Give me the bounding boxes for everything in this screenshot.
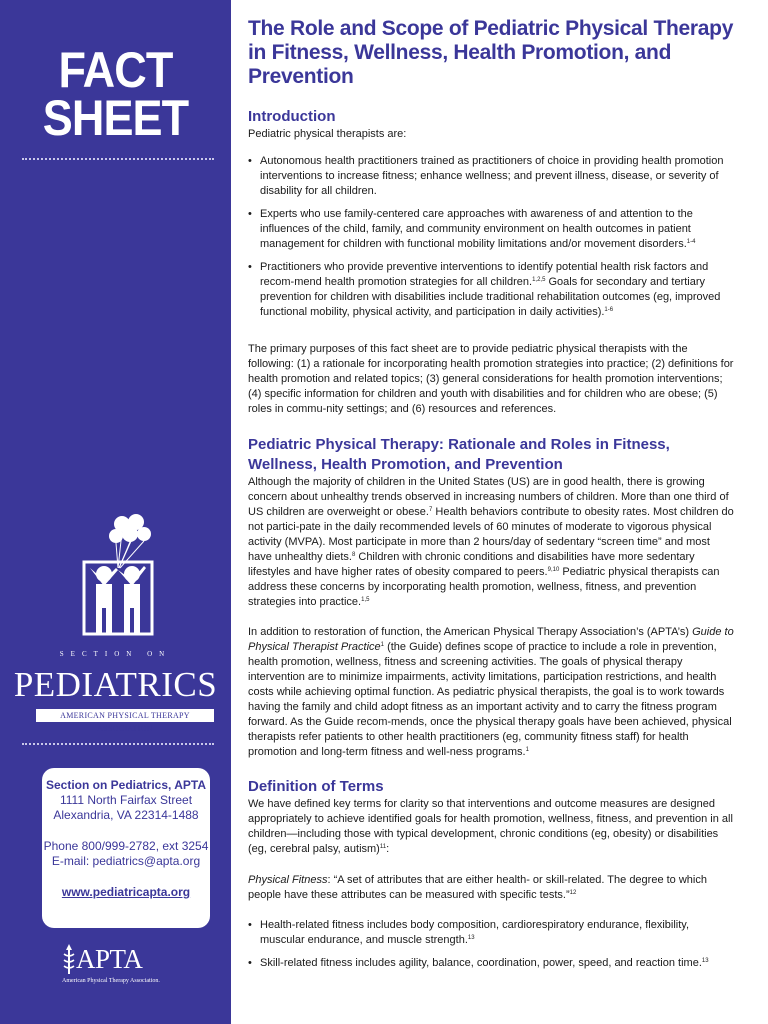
citation: 1,2,5 — [532, 277, 546, 283]
terms-paragraph: We have defined key terms for clarity so that interventions and outcome measures are designed appropriately to achieve identified goals for health promotion, wellness, fitness, and prevention in all children—including those with typical development, chronic conditions (eg, obesity) or disabilities (eg, cerebral palsy, autism)$^{11}$: — [248, 798, 733, 855]
association-banner: AMERICAN PHYSICAL THERAPY ASSOCIATION — [36, 709, 214, 722]
intro-list — [248, 154, 734, 320]
contact-box — [42, 768, 210, 928]
pediatrics-wordmark: PEDIATRICS — [13, 665, 218, 704]
website-link[interactable]: www.pediatricapta.org — [61, 885, 191, 899]
section-on-pediatrics-logo-icon — [70, 510, 162, 648]
fact-sheet-title-line2: SHEET — [42, 90, 189, 146]
main-content — [248, 17, 734, 971]
roles-paragraph-1: Although the majority of children in the United States (US) are in good health, there is growing concern about unhealthy trends observed in increasing numbers of children. More than one third of US children are overweight or obese.$^7$ Health behaviors contribute to obesity rates. Most children do not partici-pate in the daily recommended levels of 60 minutes of moderate to vigorous physical activity (MVPA). Most participate in more than 2 hours/day of sedentary “screen time” and most have unhealthy diets.$^8$ Children with chronic conditions and disabilities have more sedentary lifestyles and have higher rates of obesity compared to peers.$^{9,10}$ Pediatric physical therapists can address these concerns by incorporating health promotion, wellness, fitness, and prevention strategies into practice.$^{1,5}$ — [248, 476, 734, 608]
list-item: • Experts who use family-centered care approaches with awareness of and attention to the influences of the child, family, and community environment on health outcomes in patient management for children with functional mobility limitations and/or movement disorders.$^{1-4}$ — [248, 207, 734, 252]
roles-paragraph-2: In addition to restoration of function, the American Physical Therapy Association’s (APTA’s) Guide to Physical Therapist Practice$^1$ (the Guide) defines scope of practice to include a role in prevention, health promotion, wellness, fitness and screening activities. The goals of physical therapy intervention are to minimize impairments, activity limitations, participation restrictions, and health costs while achieving optimal function. As pediatric physical therapists, the goal is to work towards having the family and child adopt fitness as an important activity and to carry the fitness program forward. As the Guide recom-mends, once the physical therapy goals have been achieved, physical therapists refer patients to other health practitioners (eg, community fitness staff) for health promotion and long-term fitness and well-ness programs.$^1$ — [248, 626, 734, 758]
dotted-divider — [22, 158, 214, 160]
page-title: The Role and Scope of Pediatric Physical Therapy in Fitness, Wellness, Health Promotion, and Prevention — [248, 17, 734, 88]
contact-org: Section on Pediatrics, APTA — [45, 778, 207, 792]
physical-fitness-definition: Physical Fitness: “A set of attributes that are either health- or skill-related. The degree to which people have these attributes can be measured with specific tests.”$^{12}$ — [248, 874, 707, 901]
contact-address-line2: Alexandria, VA 22314-1488 — [53, 808, 199, 822]
list-item: • Skill-related fitness includes agility, balance, coordination, power, speed, and reaction time.$^{13}$ — [248, 956, 734, 971]
contact-address-line1: 1111 North Fairfax Street — [59, 793, 193, 807]
list-item: • Autonomous health practitioners trained as practitioners of choice in providing health promotion interventions to increase fitness; enhance wellness; and prevent illness, disease, or severity of disability for all children. — [248, 154, 734, 199]
sidebar — [0, 0, 231, 1024]
fact-sheet-title-line1: FACT — [58, 42, 173, 98]
section-on-label: SECTION ON — [59, 650, 172, 658]
contact-phone: Phone 800/999-2782, ext 3254 — [43, 839, 209, 853]
dotted-divider — [22, 743, 214, 745]
list-item: • Health-related fitness includes body composition, cardiorespiratory endurance, flexibility, muscular endurance, and muscle strength.$^{13}$ — [248, 918, 734, 948]
apta-wordmark: APTA — [76, 944, 143, 974]
intro-lead: Pediatric physical therapists are: — [248, 128, 407, 140]
contact-email-link[interactable]: E-mail: pediatrics@apta.org — [51, 854, 201, 868]
fitness-list — [248, 918, 734, 971]
purpose-paragraph: The primary purposes of this fact sheet are to provide pediatric physical therapists with the following: (1) a rationale for incorporating health promotion strategies into practice; (2) definitions for health promotion and related topics; (3) general considerations for health promotion interventions; (4) specific information for children and youth with disabilities and for children who are obese; (5) roles in commu-nity settings; and (6) resources and references. — [248, 343, 734, 415]
list-item: • Practitioners who provide preventive interventions to identify potential health risk factors and recom-mend health promotion strategies for all children.$^{1,2,5}$ Goals for secondary and tertiary prevention for children with disabilities include traditional rehabilitation outcomes (eg, improved functional mobility, physical activity, and participation in daily activities).$^{1-6}$ — [248, 260, 734, 320]
introduction-heading: Introduction — [248, 108, 336, 125]
definition-of-terms-heading: Definition of Terms — [248, 778, 384, 795]
citation: 1-4 — [686, 239, 696, 245]
apta-emblem-icon — [62, 944, 76, 974]
citation: 1-6 — [604, 307, 614, 313]
apta-tagline: American Physical Therapy Association. — [62, 978, 160, 984]
roles-heading: Pediatric Physical Therapy: Rationale and Roles in Fitness, Wellness, Health Promotion, and Prevention — [248, 436, 670, 473]
